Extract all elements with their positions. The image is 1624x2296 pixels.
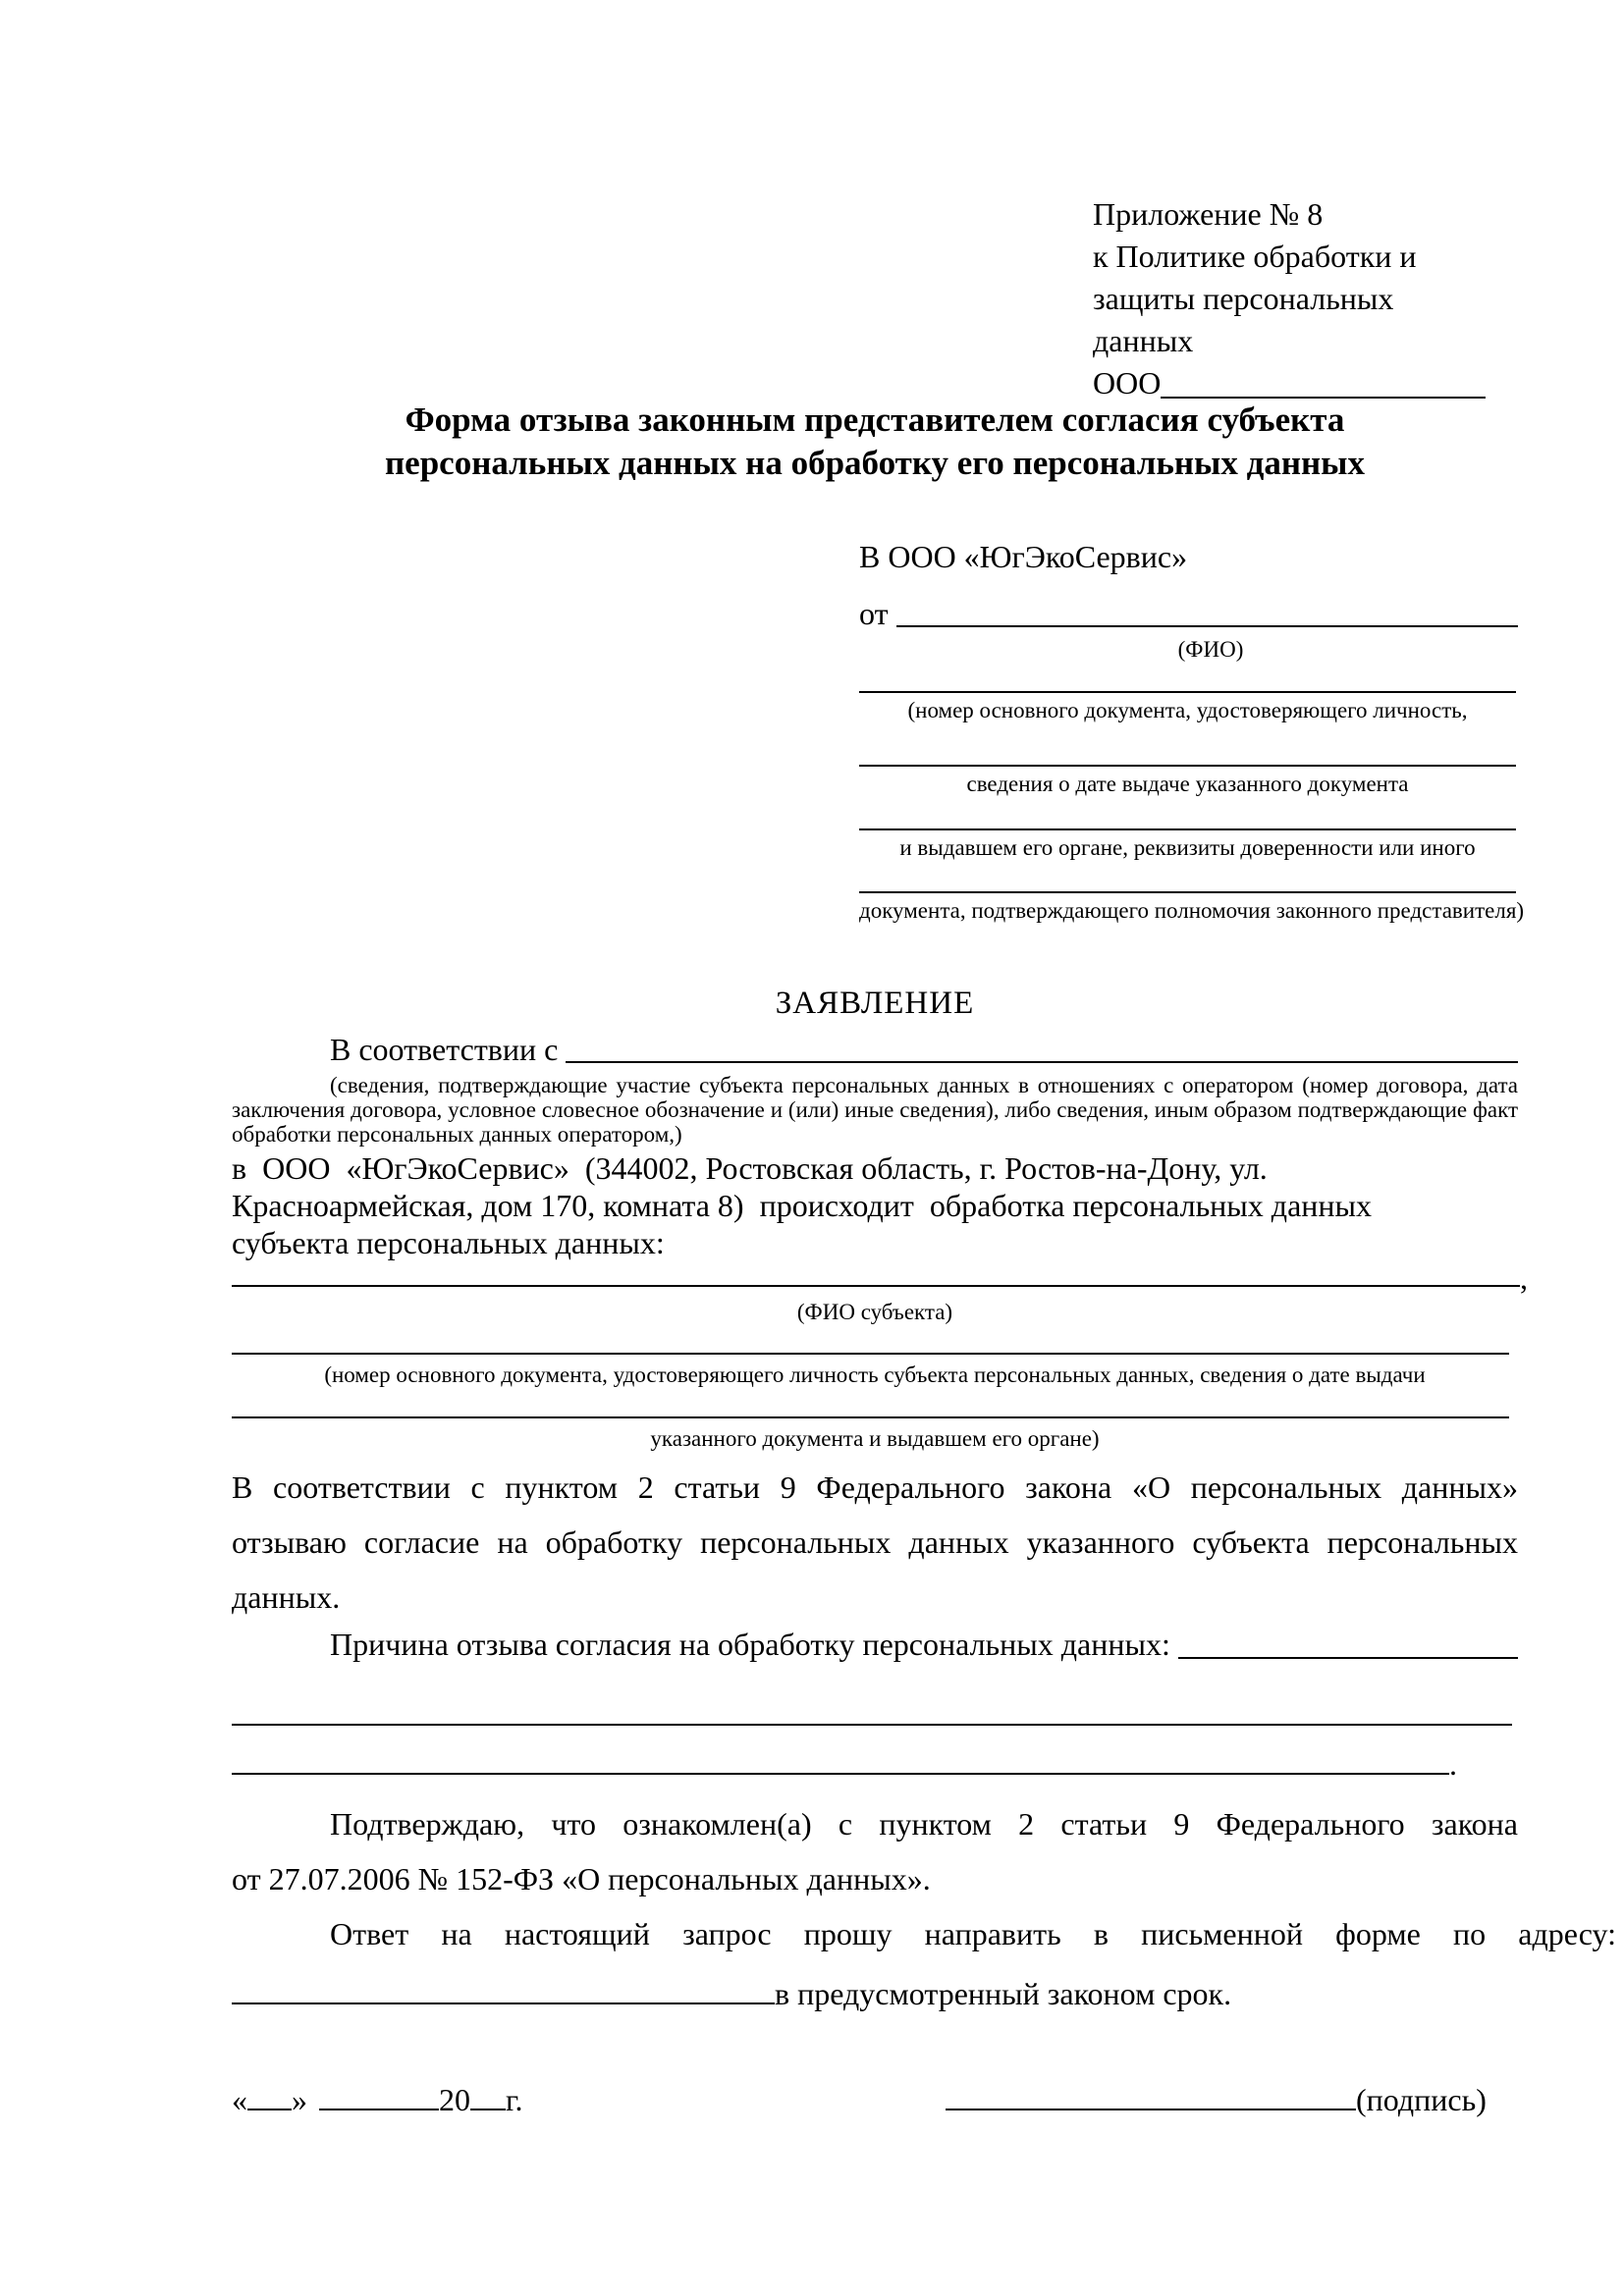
operator-line: в ООО «ЮгЭкоСервис» (344002, Ростовская область, г. Ростов-на-Дону, ул.: [232, 1150, 1268, 1186]
confirm-paragraph: [232, 1796, 1518, 1906]
reason-blank-line-2: [232, 1745, 1518, 1781]
annex-line: защиты персональных данных: [1093, 281, 1394, 358]
title-line-2: персональных данных на обработку его персональных данных: [385, 444, 1365, 482]
reason-row: [232, 1626, 1518, 1665]
reply-line-1: Ответ на настоящий запрос прошу направить в письменной форме по адресу:: [330, 1916, 1616, 1951]
accordance-row: [232, 1031, 1518, 1069]
accordance-label: В соответствии с: [330, 1032, 567, 1067]
subject-doc-caption-1: (номер основного документа, удостоверяющего личность субъекта персональных данных, сведения о дате выдачи: [324, 1362, 1426, 1387]
subject-doc-blank-2: [232, 1416, 1509, 1418]
signature-row: [946, 2081, 1487, 2119]
basis-caption-line: обработки персональных данных оператором,): [232, 1122, 682, 1147]
subject-fio-caption: (ФИО субъекта): [796, 1300, 953, 1324]
withdraw-line: данных.: [232, 1579, 341, 1615]
signature-blank: [946, 2104, 1356, 2110]
subject-fio-row: [232, 1259, 1528, 1296]
doc-caption-2: сведения о дате выдаче указанного документа: [966, 772, 1409, 796]
doc-caption-4: документа, подтверждающего полномочия законного представителя): [859, 898, 1525, 923]
title-line-1: Форма отзыва законным представителем согласия субъекта: [405, 400, 1345, 439]
blank-period: .: [1449, 1746, 1457, 1782]
from-row: [859, 595, 1518, 633]
doc-caption-3: и выдавшем его органе, реквизиты доверенности или иного: [899, 835, 1476, 860]
annex-line: Приложение № 8: [1093, 196, 1324, 232]
fio-caption: (ФИО): [1177, 637, 1244, 662]
annex-line: к Политике обработки и: [1093, 239, 1417, 274]
reason-blank-line-1: [232, 1724, 1512, 1726]
basis-caption: [232, 1073, 1518, 1147]
date-quote-close: »: [292, 2082, 307, 2117]
doc-caption-1: (номер основного документа, удостоверяющего личность,: [907, 698, 1468, 722]
doc-blank-line-3: [859, 828, 1516, 830]
subject-doc-caption-2: указанного документа и выдавшем его органе): [650, 1426, 1100, 1451]
date-row: [232, 2081, 523, 2119]
subject-fio-comma: ,: [1520, 1260, 1528, 1296]
confirm-line: от 27.07.2006 № 152-ФЗ «О персональных данных».: [232, 1861, 931, 1896]
annex-ooo-label: ООО: [1093, 365, 1162, 400]
from-fio-blank: [896, 595, 1518, 627]
doc-blank-line-4: [859, 891, 1516, 893]
annex-ooo-blank: [1161, 362, 1486, 399]
reply-line-2: [232, 1975, 1518, 2014]
reason-blank-segment: [232, 1768, 1449, 1775]
subject-fio-blank: [232, 1259, 1520, 1287]
date-day-blank: [247, 2104, 292, 2110]
subject-doc-blank-1: [232, 1353, 1509, 1355]
withdraw-line: отзываю согласие на обработку персональных данных указанного субъекта персональных: [232, 1524, 1518, 1560]
annex-block: [1093, 193, 1486, 404]
doc-blank-line-2: [859, 765, 1516, 767]
basis-caption-line: (сведения, подтверждающие участие субъекта персональных данных в отношениях с оператором (номер договора, дата: [330, 1073, 1518, 1097]
reply-suffix: в предусмотренный законом срок.: [775, 1976, 1232, 2011]
date-month-blank: [319, 2104, 439, 2110]
basis-caption-line: заключения договора, условное словесное обозначение и (или) иные сведения), либо сведения, иным образом подтверждающие факт: [232, 1097, 1518, 1122]
confirm-line: Подтверждаю, что ознакомлен(а) с пунктом 2 статьи 9 Федерального закона: [330, 1806, 1518, 1842]
signature-caption: (подпись): [1356, 2082, 1487, 2117]
date-year-prefix: 20: [439, 2082, 470, 2117]
withdraw-line: В соответствии с пунктом 2 статьи 9 Федерального закона «О персональных данных»: [232, 1469, 1518, 1505]
statement-heading: ЗАЯВЛЕНИЕ: [775, 986, 975, 1021]
document-title: [232, 399, 1518, 485]
withdraw-paragraph: [232, 1460, 1518, 1625]
addressee-to: В ООО «ЮгЭкоСервис»: [859, 539, 1188, 574]
date-year-suffix: г.: [506, 2082, 523, 2117]
operator-line: Красноармейская, дом 170, комната 8) происходит обработка персональных данных: [232, 1188, 1373, 1223]
reason-blank: [1178, 1626, 1518, 1659]
reason-label: Причина отзыва согласия на обработку персональных данных:: [330, 1627, 1178, 1662]
operator-paragraph: [232, 1149, 1518, 1261]
accordance-blank: [566, 1031, 1518, 1063]
doc-blank-line-1: [859, 691, 1516, 693]
reply-address-blank: [232, 1998, 775, 2004]
date-year-blank: [470, 2104, 506, 2110]
operator-line: субъекта персональных данных:: [232, 1225, 665, 1260]
date-quote-open: «: [232, 2082, 247, 2117]
from-label: от: [859, 596, 896, 631]
